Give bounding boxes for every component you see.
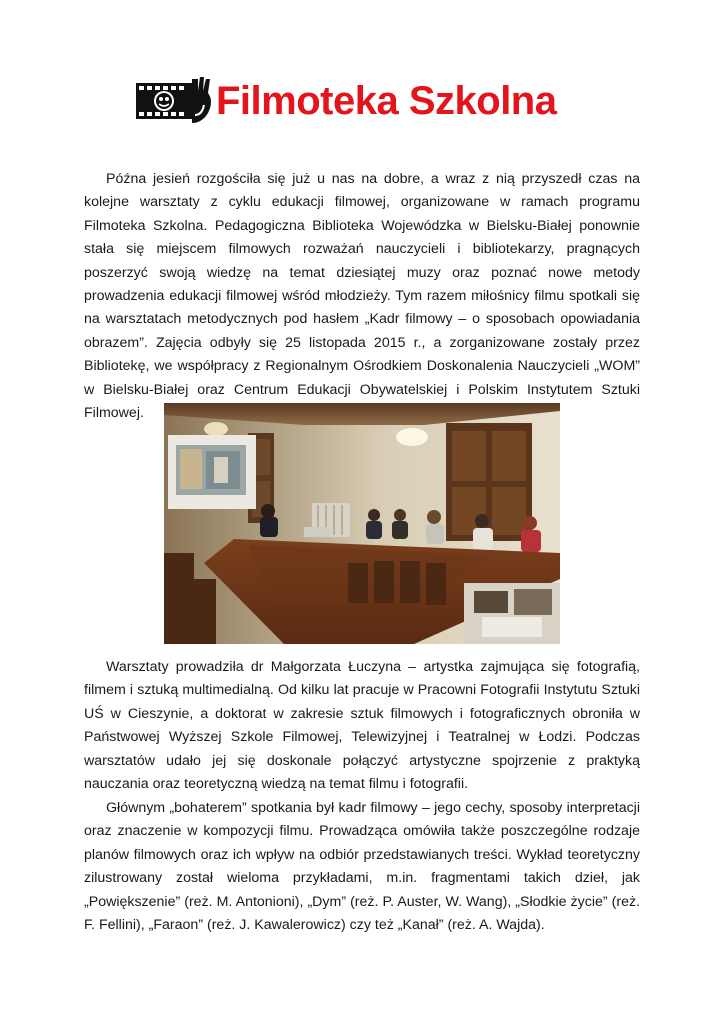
article-paragraph-3: Głównym „bohaterem” spotkania był kadr filmowy – jego cechy, sposoby interpretacji oraz znaczenie w kompozycji filmu. Prowadząca omówiła także poszczególne rodzaje planów filmowych oraz ich wpływ na odbiór przedstawianych treści. Wykład teoretyczny zilustrowany został wieloma przykładami, m.in. fragmentami takich dzieł, jak „Powiększenie” (reż. M. Antonioni), „Dym” (reż. P. Auster, W. Wang), „Słodkie życie” (reż. F. Fellini), „Faraon” (reż. J. Kawalerowicz) czy też „Kanał” (reż. A. Wajda). (84, 800, 640, 934)
article-paragraph-2: Warsztaty prowadziła dr Małgorzata Łuczyna – artystka zajmująca się fotografią, filmem i sztuką multimedialną. Od kilku lat pracuje w Pracowni Fotografii Instytutu Sztuki UŚ w Cieszynie, a doktorat w zakresie sztuk filmowych i fotograficznych obroniła w Państwowej Wyższej Szkole Filmowej, Telewizyjnej i Teatralnej w Łodzi. Podczas warsztatów udało jej się doskonale połączyć artystyczne spojrzenie z praktyką nauczania oraz teoretyczną wiedzą na temat filmu i fotografii. (84, 659, 640, 793)
filmoteka-logo (136, 74, 590, 128)
workshop-room-photo (164, 403, 560, 644)
film-strip-face-hand-icon (136, 75, 214, 127)
article-paragraph-1: Późna jesień rozgościła się już u nas na dobre, a wraz z nią przyszedł czas na kolejne warsztaty z cyklu edukacji filmowej, organizowane w ramach programu Filmoteka Szkolna. Pedagogiczna Biblioteka Wojewódzka w Bielsku-Białej ponownie stała się miejscem filmowych rozważań nauczycieli i bibliotekarzy, pragnących poszerzyć swoją wiedzę na temat dziesiątej muzy oraz poznać nowe metody prowadzenia edukacji filmowej wśród młodzieży. Tym razem miłośnicy filmu spotkali się na warsztatach metodycznych pod hasłem „Kadr filmowy – o sposobach opowiadania obrazem”. Zajęcia odbyły się 25 listopada 2015 r., a zorganizowane zostały przez Bibliotekę, we współpracy z Regionalnym Ośrodkiem Doskonalenia Nauczycieli „WOM” w Bielsku-Białej oraz Centrum Edukacji Obywatelskiej i Polskim Instytutem Sztuki Filmowej. (84, 171, 640, 422)
logo-wordmark: Filmoteka Szkolna (216, 79, 557, 123)
